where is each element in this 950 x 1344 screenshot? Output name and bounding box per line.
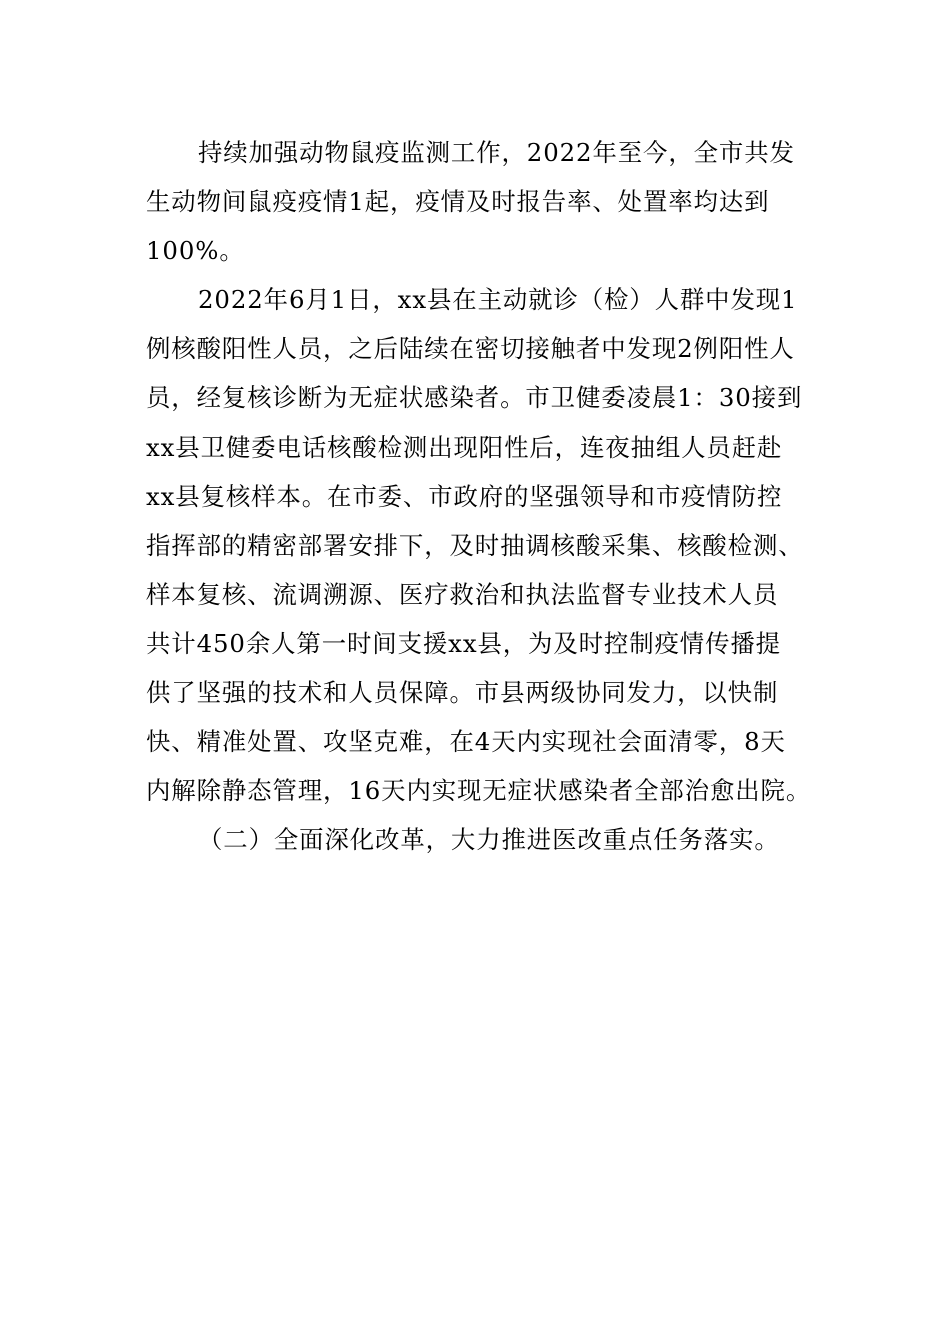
paragraph-line: 持续加强动物鼠疫监测工作，2022年至今，全市共发 <box>198 138 795 167</box>
paragraph-line: 快、精准处置、攻坚克难，在4天内实现社会面清零，8天 <box>146 727 786 757</box>
paragraph-line: 供了坚强的技术和人员保障。市县两级协同发力，以快制 <box>146 678 779 708</box>
paragraph-line: 100%。 <box>146 236 245 266</box>
paragraph-line: 例核酸阳性人员，之后陆续在密切接触者中发现2例阳性人 <box>146 334 795 364</box>
paragraph-line: xx县复核样本。在市委、市政府的坚强领导和市疫情防控 <box>146 481 783 511</box>
paragraph-line: 指挥部的精密部署安排下，及时抽调核酸采集、核酸检测、 <box>146 530 804 560</box>
document-body <box>146 128 810 864</box>
paragraph-plague-monitoring <box>146 128 810 275</box>
paragraph-line: 生动物间鼠疫疫情1起，疫情及时报告率、处置率均达到 <box>146 187 770 217</box>
paragraph-line: 内解除静态管理，16天内实现无症状感染者全部治愈出院。 <box>146 776 812 806</box>
paragraph-line: 共计450余人第一时间支援xx县，为及时控制疫情传播提 <box>146 628 781 658</box>
paragraph-line: 员，经复核诊断为无症状感染者。市卫健委凌晨1：30接到 <box>146 383 803 413</box>
paragraph-line: 2022年6月1日，xx县在主动就诊（检）人群中发现1 <box>198 285 798 315</box>
paragraph-line: 样本复核、流调溯源、医疗救治和执法监督专业技术人员 <box>146 579 779 609</box>
section-heading: （二）全面深化改革，大力推进医改重点任务落实。 <box>198 825 780 855</box>
paragraph-outbreak-response <box>146 275 810 815</box>
paragraph-line: xx县卫健委电话核酸检测出现阳性后，连夜抽组人员赶赴 <box>146 432 783 462</box>
